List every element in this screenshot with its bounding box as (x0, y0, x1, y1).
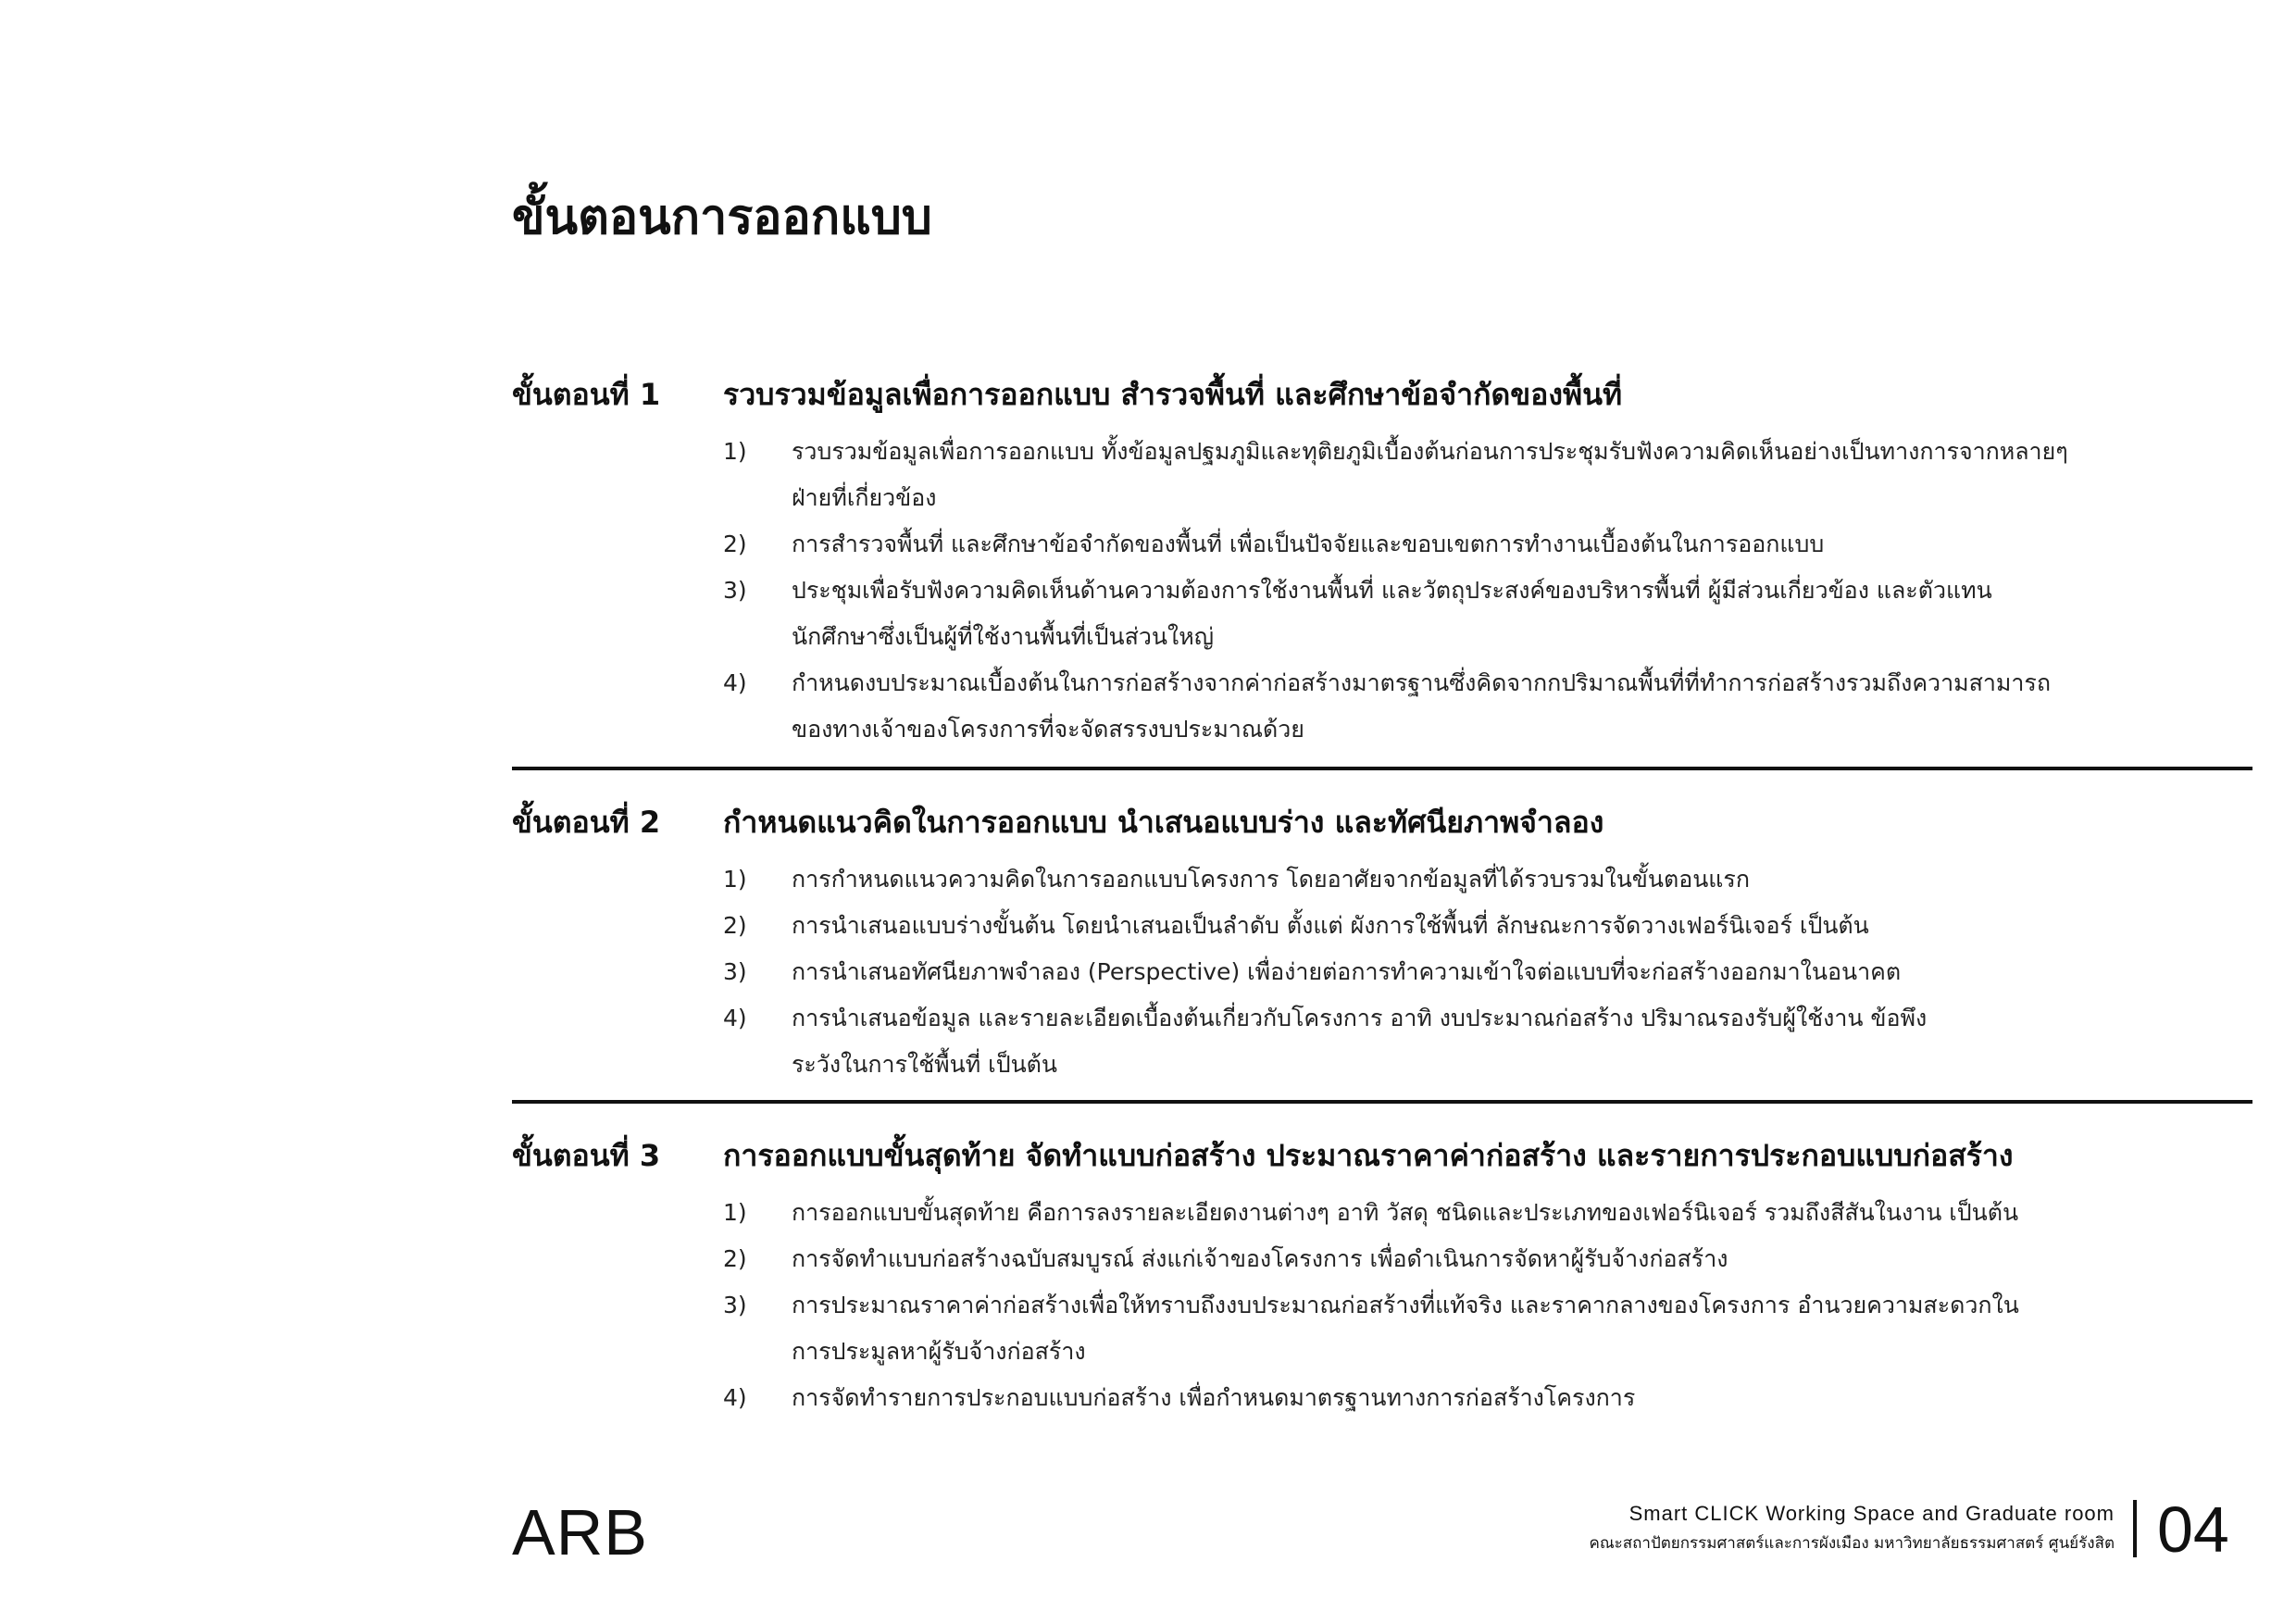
item-text (792, 568, 2236, 660)
item-line: นักศึกษาซึ่งเป็นผู้ที่ใช้งานพื้นที่เป็นส่วนใหญ่ (792, 623, 1214, 650)
item-number: 4) (723, 1384, 747, 1411)
item-line: รวบรวมข้อมูลเพื่อการออกแบบ ทั้งข้อมูลปฐมภูมิและทุติยภูมิเบื้องต้นก่อนการประชุมรับฟังความคิดเห็นอย่างเป็นทางการจากหลายๆ (792, 438, 2068, 465)
page-title: ขั้นตอนการออกแบบ (512, 190, 932, 245)
list-item (512, 1190, 2252, 1236)
item-line: ของทางเจ้าของโครงการที่จะจัดสรรงบประมาณด้วย (792, 716, 1304, 743)
step-label: ขั้นตอนที่ 3 (512, 1138, 661, 1173)
section-divider (512, 767, 2252, 770)
item-text (792, 903, 2236, 949)
footer-faculty-name: คณะสถาปัตยกรรมศาสตร์และการผังเมือง มหาวิทยาลัยธรรมศาสตร์ ศูนย์รังสิต (1589, 1534, 2115, 1553)
item-line: การประมูลหาผู้รับจ้างก่อสร้าง (792, 1338, 1086, 1365)
item-text (792, 1236, 2236, 1282)
item-number: 2) (723, 912, 747, 939)
page-number: 04 (2157, 1493, 2229, 1566)
item-number: 4) (723, 669, 747, 696)
section-divider (512, 1100, 2252, 1104)
list-item (512, 903, 2252, 949)
item-line: การจัดทำแบบก่อสร้างฉบับสมบูรณ์ ส่งแก่เจ้าของโครงการ เพื่อดำเนินการจัดหาผู้รับจ้างก่อสร้าง (792, 1245, 1728, 1272)
item-line: กำหนดงบประมาณเบื้องต้นในการก่อสร้างจากค่าก่อสร้างมาตรฐานซึ่งคิดจากกปริมาณพื้นที่ที่ทำการก่อสร้างรวมถึงความสามารถ (792, 669, 2051, 696)
item-line: การจัดทำรายการประกอบแบบก่อสร้าง เพื่อกำหนดมาตรฐานทางการก่อสร้างโครงการ (792, 1384, 1636, 1411)
item-line: การนำเสนอทัศนียภาพจำลอง (Perspective) เพื่อง่ายต่อการทำความเข้าใจต่อแบบที่จะก่อสร้างออกมาในอนาคต (792, 958, 1902, 985)
item-line: ฝ่ายที่เกี่ยวข้อง (792, 484, 937, 511)
item-line: ระวังในการใช้พื้นที่ เป็นต้น (792, 1051, 1057, 1078)
step-header (512, 1127, 2252, 1184)
footer-divider (2133, 1500, 2137, 1557)
item-line: การประมาณราคาค่าก่อสร้างเพื่อให้ทราบถึงงบประมาณก่อสร้างที่แท้จริง และราคากลางของโครงการ อำนวยความสะดวกใน (792, 1292, 2019, 1318)
step-header (512, 793, 2252, 851)
item-number: 1) (723, 866, 747, 893)
item-text (792, 1190, 2236, 1236)
item-number: 2) (723, 531, 747, 557)
list-item (512, 949, 2252, 995)
step-item-list (512, 429, 2252, 753)
item-text (792, 1282, 2236, 1375)
item-line: การนำเสนอแบบร่างขั้นต้น โดยนำเสนอเป็นลำดับ ตั้งแต่ ผังการใช้พื้นที่ ลักษณะการจัดวางเฟอร์นิเจอร์ เป็นต้น (792, 912, 1869, 939)
list-item (512, 1282, 2252, 1375)
list-item (512, 660, 2252, 753)
item-line: การสำรวจพื้นที่ และศึกษาข้อจำกัดของพื้นที่ เพื่อเป็นปัจจัยและขอบเขตการทำงานเบื้องต้นในการออกแบบ (792, 531, 1825, 557)
step-title: กำหนดแนวคิดในการออกแบบ นำเสนอแบบร่าง และทัศนียภาพจำลอง (723, 805, 1604, 840)
list-item (512, 521, 2252, 568)
item-text (792, 995, 2236, 1088)
item-line: การออกแบบขั้นสุดท้าย คือการลงรายละเอียดงานต่างๆ อาทิ วัสดุ ชนิดและประเภทของเฟอร์นิเจอร์ รวมถึงสีสันในงาน เป็นต้น (792, 1199, 2019, 1226)
item-text (792, 1375, 2236, 1421)
item-number: 4) (723, 1005, 747, 1031)
item-number: 1) (723, 438, 747, 465)
list-item (512, 856, 2252, 903)
step-3 (512, 1127, 2252, 1421)
step-item-list (512, 1190, 2252, 1421)
item-number: 1) (723, 1199, 747, 1226)
step-2 (512, 793, 2252, 1088)
step-1 (512, 366, 2252, 753)
item-text (792, 949, 2236, 995)
footer-info (1589, 1498, 2115, 1557)
step-header (512, 366, 2252, 423)
list-item (512, 429, 2252, 521)
footer-brand-logo: ARB (512, 1496, 648, 1568)
item-text (792, 856, 2236, 903)
list-item (512, 568, 2252, 660)
item-number: 2) (723, 1245, 747, 1272)
list-item (512, 1375, 2252, 1421)
item-text (792, 660, 2236, 753)
item-number: 3) (723, 577, 747, 604)
footer-project-name: Smart CLICK Working Space and Graduate room (1628, 1502, 2115, 1525)
item-line: ประชุมเพื่อรับฟังความคิดเห็นด้านความต้องการใช้งานพื้นที่ และวัตถุประสงค์ของบริหารพื้นที่ ผู้มีส่วนเกี่ยวข้อง และตัวแทน (792, 577, 1992, 604)
item-number: 3) (723, 1292, 747, 1318)
item-line: การกำหนดแนวความคิดในการออกแบบโครงการ โดยอาศัยจากข้อมูลที่ได้รวบรวมในขั้นตอนแรก (792, 866, 1750, 893)
step-label: ขั้นตอนที่ 1 (512, 377, 661, 412)
step-title: รวบรวมข้อมูลเพื่อการออกแบบ สำรวจพื้นที่ และศึกษาข้อจำกัดของพื้นที่ (723, 377, 1623, 412)
item-number: 3) (723, 958, 747, 985)
step-label: ขั้นตอนที่ 2 (512, 805, 661, 840)
list-item (512, 995, 2252, 1088)
step-title: การออกแบบขั้นสุดท้าย จัดทำแบบก่อสร้าง ประมาณราคาค่าก่อสร้าง และรายการประกอบแบบก่อสร้าง (723, 1138, 2014, 1173)
item-line: การนำเสนอข้อมูล และรายละเอียดเบื้องต้นเกี่ยวกับโครงการ อาทิ งบประมาณก่อสร้าง ปริมาณรองรับผู้ใช้งาน ข้อพึง (792, 1005, 1928, 1031)
item-text (792, 521, 2236, 568)
step-item-list (512, 856, 2252, 1088)
list-item (512, 1236, 2252, 1282)
item-text (792, 429, 2236, 521)
